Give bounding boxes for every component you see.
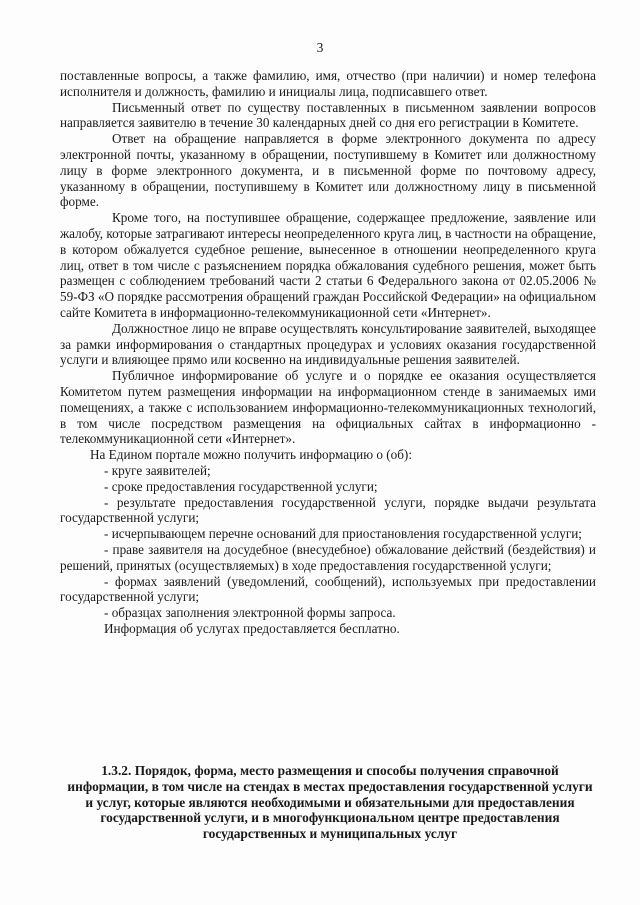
paragraph: Кроме того, на поступившее обращение, содержащее предложение, заявление или жалобу, которые затрагивают интересы неопределенного круга лиц, в частности на обращение, в котором обжалуется судебное решение, вынесенное в отношении неопределенного круга лиц, ответ в том числе с разъяснением порядка обжалования судебного решения, может быть размещен с соблюдением требований части 2 статьи 6 Федерального закона от 02.05.2006 № 59-ФЗ «О порядке рассмотрения обращений граждан Российской Федерации» на официальном сайте Комитета в информационно-телекоммуникационной сети «Интернет».: [60, 210, 596, 320]
paragraph: Публичное информирование об услуге и о порядке ее оказания осуществляется Комитетом путем размещения информации на информационном стенде в занимаемых ими помещениях, а также с использованием информационно-телекоммуникационных технологий, в том числе посредством размещения на официальных сайтах в информационно - телекоммуникационной сети «Интернет».: [60, 368, 596, 447]
list-item: - результате предоставления государственной услуги, порядке выдачи результата государственной услуги;: [60, 494, 596, 526]
list-item: - сроке предоставления государственной услуги;: [104, 478, 378, 494]
paragraph: Должностное лицо не вправе осуществлять консультирование заявителей, выходящее за рамки информирования о стандартных процедурах и условиях оказания государственной услуги и влияющее прямо или косвенно на индивидуальные решения заявителей.: [60, 320, 596, 368]
document-body: [60, 68, 596, 637]
page-number: 3: [316, 40, 324, 55]
paragraph: поставленные вопросы, а также фамилию, имя, отчество (при наличии) и номер телефона исполнителя и должность, фамилию и инициалы лица, подписавшего ответ.: [60, 68, 596, 99]
list-item: - праве заявителя на досудебное (внесудебное) обжалование действий (бездействия) и решений, принятых (осуществляемых) в ходе предоставления государственной услуги;: [60, 541, 596, 573]
list-item: - круге заявителей;: [104, 462, 211, 478]
paragraph: На Едином портале можно получить информацию о (об):: [90, 447, 412, 463]
list-item: - образцах заполнения электронной формы запроса.: [104, 605, 396, 621]
section-heading: 1.3.2. Порядок, форма, место размещения и способы получения справочной информации, в том числе на стендах в местах предоставления государственной услуги и услуг, которые являются необходимыми и обязательными для предоставления государственной услуги, и в многофункциональном центре предоставления государственных и муниципальных услуг: [67, 763, 593, 842]
paragraph: Ответ на обращение направляется в форме электронного документа по адресу электронной почты, указанному в обращении, поступившему в Комитет или должностному лицу в форме электронного документа, и в письменной форме по почтовому адресу, указанному в обращении, поступившему в Комитет или должностному лицу в письменной форме.: [60, 131, 596, 210]
list-item: - формах заявлений (уведомлений, сообщений), используемых при предоставлении государственной услуги;: [60, 573, 596, 605]
closing-paragraph: Информация об услугах предоставляется бесплатно.: [104, 620, 400, 636]
paragraph: Письменный ответ по существу поставленных в письменном заявлении вопросов направляется заявителю в течение 30 календарных дней со дня его регистрации в Комитете.: [60, 99, 596, 131]
list-item: - исчерпывающем перечне оснований для приостановления государственной услуги;: [104, 526, 582, 542]
